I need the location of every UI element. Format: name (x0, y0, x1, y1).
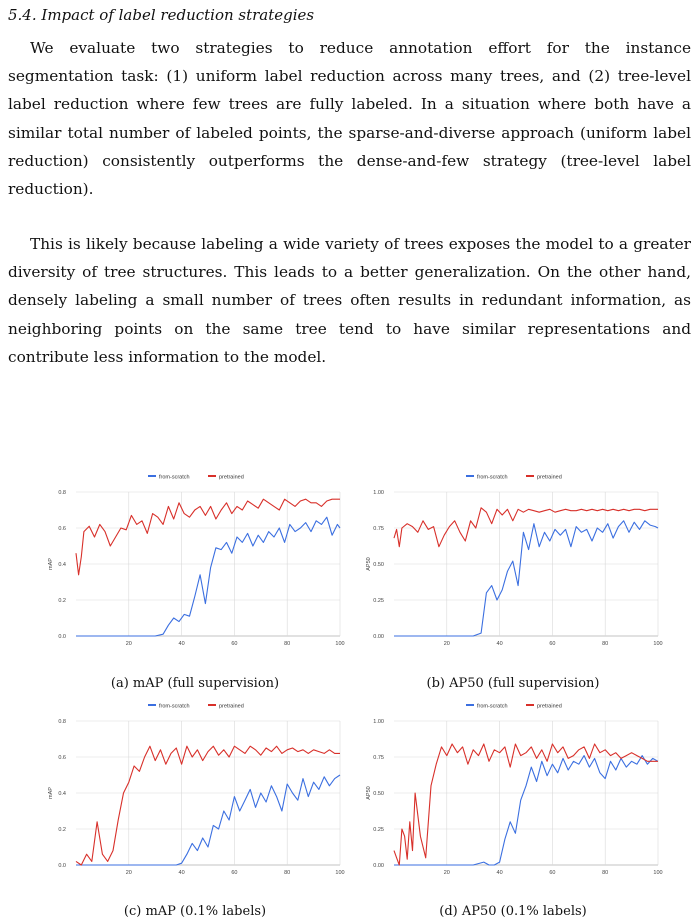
x-tick-label: 60 (549, 641, 556, 647)
legend-entry-pretrained (526, 704, 562, 710)
series-line-from-scratch (76, 775, 340, 865)
legend-label: from-scratch (159, 703, 190, 710)
x-tick-label: 20 (125, 870, 132, 876)
y-axis-label: mAP (48, 787, 54, 799)
chart-c (40, 697, 350, 877)
y-axis-label: mAP (48, 558, 54, 570)
chart-b (358, 468, 668, 648)
x-tick-label: 100 (653, 641, 663, 647)
y-tick-label: 0.25 (373, 827, 384, 833)
x-tick-label: 20 (443, 641, 450, 647)
caption-c: (c) mAP (0.1% labels) (123, 904, 267, 919)
paragraph-2 (8, 230, 691, 371)
y-tick-label: 0.2 (58, 598, 66, 604)
series-line-pretrained (76, 499, 340, 575)
series-line-from-scratch (394, 756, 658, 865)
x-tick-label: 80 (602, 641, 609, 647)
legend-entry-from-scratch (466, 704, 508, 710)
x-tick-label: 40 (178, 870, 185, 876)
y-tick-label: 0.00 (373, 634, 384, 640)
y-tick-label: 0.50 (373, 562, 384, 568)
x-tick-label: 40 (496, 870, 503, 876)
y-tick-label: 0.75 (373, 755, 384, 761)
legend-label: pretrained (219, 474, 244, 481)
legend-label: pretrained (537, 474, 562, 481)
caption-b: (b) AP50 (full supervision) (426, 676, 600, 691)
caption-d: (d) AP50 (0.1% labels) (439, 904, 587, 919)
legend-entry-pretrained (208, 704, 244, 710)
legend-label: from-scratch (159, 474, 190, 481)
x-tick-label: 60 (231, 641, 238, 647)
y-axis-label: AP50 (366, 786, 372, 800)
y-tick-label: 0.75 (373, 526, 384, 532)
series-line-from-scratch (394, 521, 658, 636)
series-line-pretrained (394, 744, 658, 865)
legend-label: pretrained (537, 703, 562, 710)
y-tick-label: 0.0 (58, 634, 66, 640)
paragraph-1 (8, 34, 691, 203)
x-tick-label: 80 (284, 870, 291, 876)
x-tick-label: 20 (125, 641, 132, 647)
y-tick-label: 0.0 (58, 863, 66, 869)
chart-b-svg (358, 468, 668, 648)
x-tick-label: 40 (496, 641, 503, 647)
x-tick-label: 100 (653, 870, 663, 876)
y-tick-label: 1.00 (373, 719, 384, 725)
y-tick-label: 0.50 (373, 791, 384, 797)
x-tick-label: 60 (231, 870, 238, 876)
legend-entry-from-scratch (148, 704, 190, 710)
legend-entry-from-scratch (148, 475, 190, 481)
y-tick-label: 0.6 (58, 755, 66, 761)
chart-d-svg (358, 697, 668, 877)
legend-label: from-scratch (477, 474, 508, 481)
chart-c-svg (40, 697, 350, 877)
chart-a-svg (40, 468, 350, 648)
legend-entry-pretrained (208, 475, 244, 481)
x-tick-label: 100 (335, 870, 345, 876)
paragraph-2-text: This is likely because labeling a wide variety of trees exposes the model to a greater diversity of tree structures. This leads to a better generalization. On the other hand, densely labeling a small number of trees often results in redundant information, as neighboring points on the same tree tend to have similar representations and contribute less information to the model. (8, 235, 691, 366)
legend-entry-from-scratch (466, 475, 508, 481)
chart-d (358, 697, 668, 877)
y-tick-label: 0.25 (373, 598, 384, 604)
y-axis-label: AP50 (366, 557, 372, 571)
x-tick-label: 80 (284, 641, 291, 647)
legend-label: from-scratch (477, 703, 508, 710)
y-tick-label: 1.00 (373, 490, 384, 496)
legend-label: pretrained (219, 703, 244, 710)
x-tick-label: 20 (443, 870, 450, 876)
y-tick-label: 0.8 (58, 490, 66, 496)
paragraph-1-text: We evaluate two strategies to reduce annotation effort for the instance segmentation task: (1) uniform label reduction across many trees, and (2) tree-level label reduction where few trees are fully labeled. In a situation where both have a similar total number of labeled points, the sparse-and-diverse approach (uniform label reduction) consistently outperforms the dense-and-few strategy (tree-level label reduction). (8, 39, 691, 199)
y-tick-label: 0.6 (58, 526, 66, 532)
y-tick-label: 0.4 (58, 562, 66, 568)
y-tick-label: 0.4 (58, 791, 66, 797)
x-tick-label: 40 (178, 641, 185, 647)
x-tick-label: 100 (335, 641, 345, 647)
chart-a (40, 468, 350, 648)
y-tick-label: 0.00 (373, 863, 384, 869)
section-title: 5.4. Impact of label reduction strategies (8, 6, 315, 24)
y-tick-label: 0.2 (58, 827, 66, 833)
caption-a: (a) mAP (full supervision) (110, 676, 280, 691)
y-tick-label: 0.8 (58, 719, 66, 725)
series-line-from-scratch (76, 517, 340, 636)
legend-entry-pretrained (526, 475, 562, 481)
x-tick-label: 60 (549, 870, 556, 876)
x-tick-label: 80 (602, 870, 609, 876)
